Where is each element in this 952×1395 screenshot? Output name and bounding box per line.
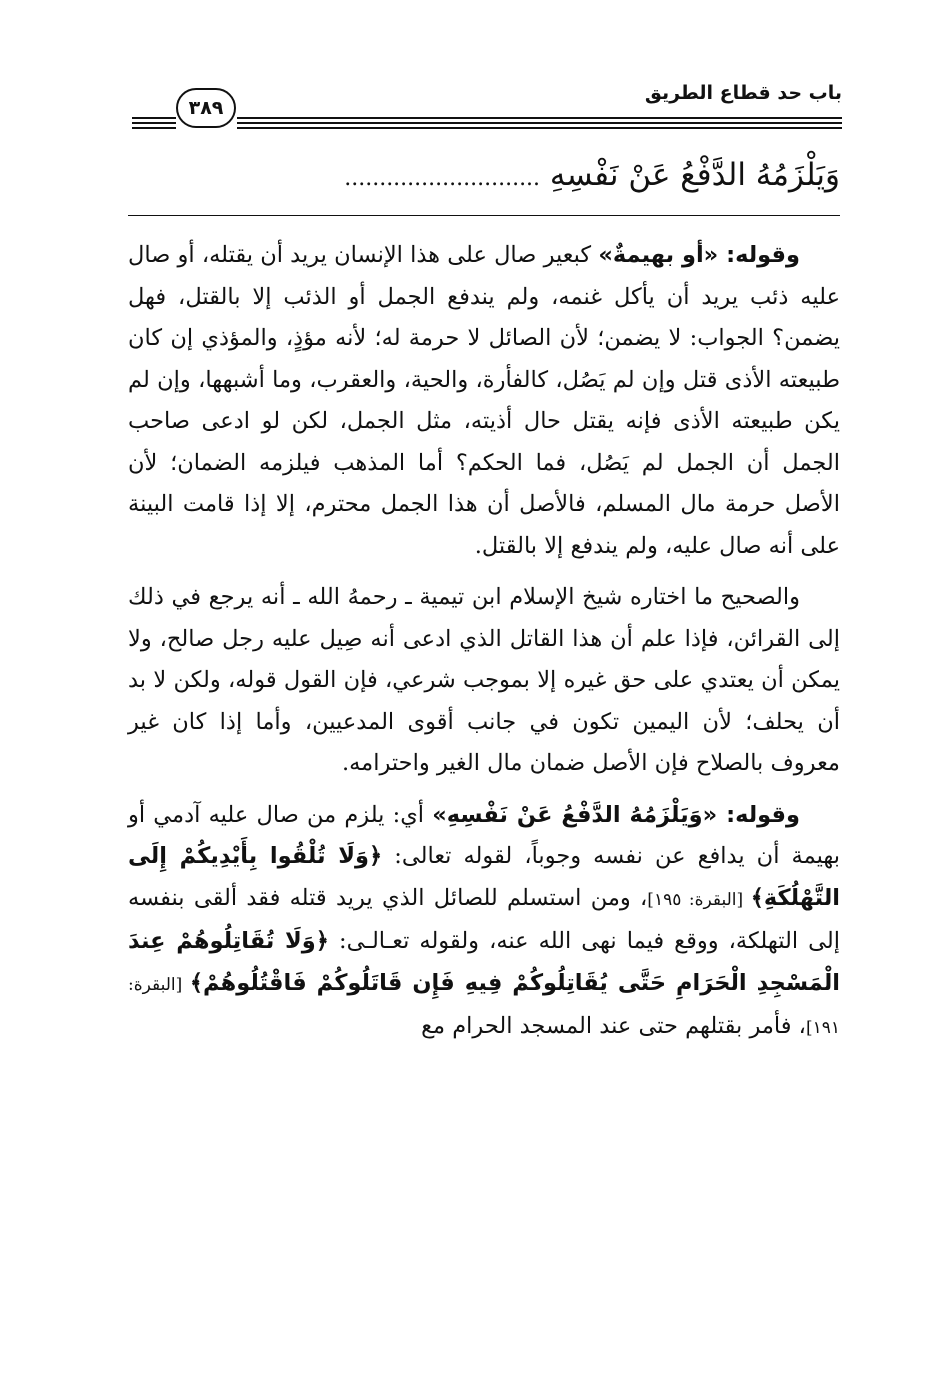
paragraph-text: كبعير صال على هذا الإنسان يريد أن يقتله، أو صال عليه ذئب يريد أن يأكل غنمه، ولم يندفع الجمل أو الذئب إلا بالقتل، فهل يضمن؟ الجواب: لا يضمن؛ لأن الصائل لا حرمة له؛ لأنه مؤذٍ، والمؤذي إن كان طبيعته الأذى قتل وإن لم يَصُل، كالفأرة، والحية، والعقرب، وما أشبهها، وإن لم يكن طبيعته الأذى فإنه يقتل حال أذيته، مثل الجمل، لكن لو ادعى صاحب الجمل أن الجمل لم يَصُل، فما الحكم؟ أما المذهب فيلزمه الضمان؛ لأن الأصل حرمة مال المسلم، فالأصل أن هذا الجمل محترم، إلا إذا قامت البينة على أنه صال عليه، ولم يندفع إلا بالقتل. bbox=[128, 242, 840, 559]
chapter-title: باب حد قطاع الطريق bbox=[644, 82, 842, 104]
header-rule bbox=[132, 117, 176, 119]
paragraph-lead: وقوله: bbox=[717, 801, 800, 828]
paragraph-text: أي: يلزم من صال عليه آدمي أو بهيمة أن يدافع عن نفسه وجوباً، لقوله تعالى: bbox=[128, 801, 841, 869]
paragraph-lead: وقوله: bbox=[718, 242, 800, 268]
quoted-phrase: «أو بهيمةٌ» bbox=[598, 242, 719, 268]
running-header bbox=[122, 78, 842, 138]
quoted-phrase: «وَيَلْزَمُهُ الدَّفْعُ عَنْ نَفْسِهِ» bbox=[432, 801, 718, 828]
verse-reference: [البقرة: ١٩٥] bbox=[647, 889, 751, 910]
header-rule bbox=[132, 127, 176, 129]
header-rule bbox=[237, 117, 842, 119]
matn-dots: ............................ bbox=[344, 166, 541, 191]
header-rule bbox=[132, 122, 176, 124]
paragraph-2 bbox=[128, 577, 840, 785]
paragraph-text: ، فأمر بقتلهم حتى عند المسجد الحرام مع bbox=[421, 1013, 806, 1039]
header-rule bbox=[237, 122, 842, 124]
quran-verse: ﴿وَلَا تُلْقُوا بِأَيْدِيكُمْ إِلَى التَّهْلُكَةِ﴾ bbox=[128, 843, 840, 911]
matn-text: وَيَلْزَمُهُ الدَّفْعُ عَنْ نَفْسِهِ bbox=[549, 157, 840, 193]
page-number-badge bbox=[176, 88, 236, 128]
quran-verse: ﴿وَلَا تُقَاتِلُوهُمْ عِندَ الْمَسْجِدِ الْحَرَامِ حَتَّى يُقَاتِلُوكُمْ فِيهِ فَإِن قَاتَلُوكُمْ فَاقْتُلُوهُمْ﴾ bbox=[128, 928, 840, 996]
paragraph-text: والصحيح ما اختاره شيخ الإسلام ابن تيمية ـ رحمهُ الله ـ أنه يرجع في ذلك إلى القرائن، فإذا علم أن هذا القاتل الذي ادعى أنه صِيل عليه رجل صالح، ولا يمكن أن يعتدي على حق غيره إلا بموجب شرعي، فإن القول قوله، ولكن لا بد أن يحلف؛ لأن اليمين تكون في جانب أقوى المدعيين، وأما إذا كان غير معروف بالصلاح فإن الأصل ضمان مال الغير واحترامه. bbox=[128, 584, 840, 776]
verse-reference: [البقرة: ١٩١] bbox=[128, 974, 840, 1038]
matn-line bbox=[128, 150, 840, 200]
page-number: ٣٨٩ bbox=[188, 97, 224, 119]
paragraph-1 bbox=[128, 235, 840, 567]
matn-separator bbox=[128, 215, 840, 216]
paragraph-3 bbox=[128, 795, 840, 1050]
commentary-body bbox=[128, 235, 840, 1050]
paragraph-text: ، ومن استسلم للصائل الذي يريد قتله فقد ألقى بنفسه إلى التهلكة، ووقع فيما نهى الله عنه، ولقوله تعـالـى: bbox=[128, 884, 840, 954]
header-rule bbox=[237, 127, 842, 129]
